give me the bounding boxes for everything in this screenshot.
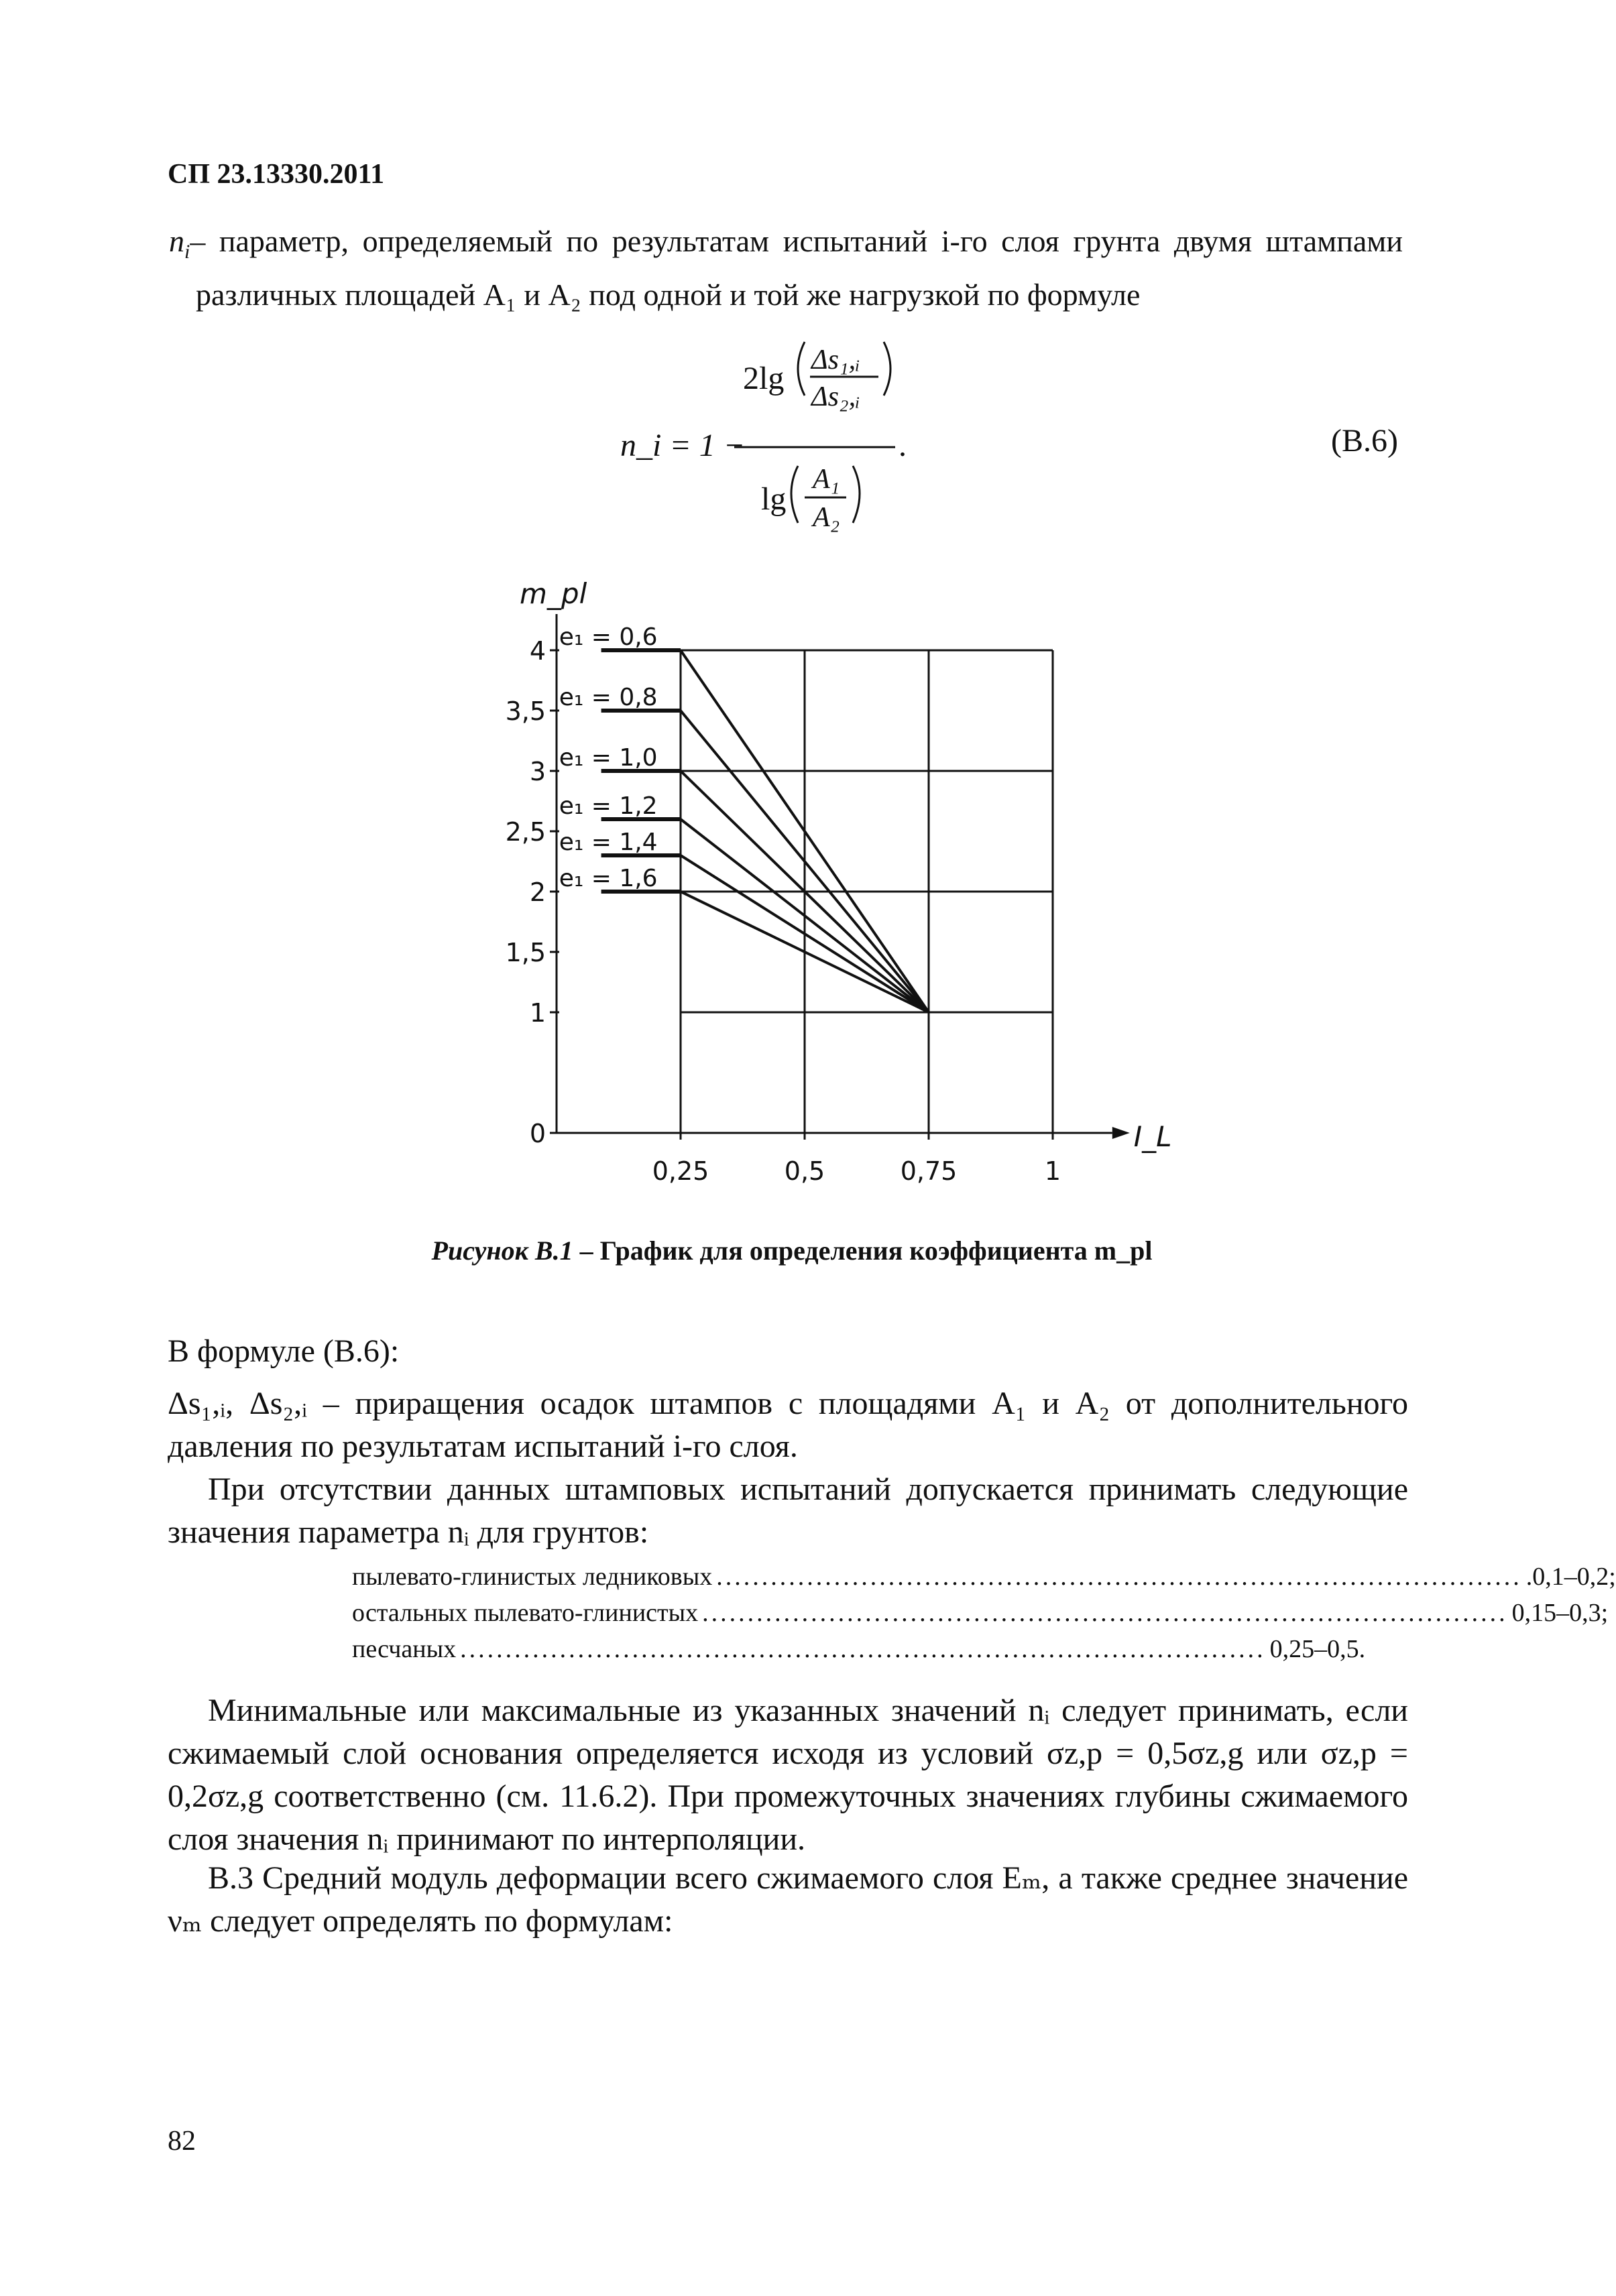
document-header: СП 23.13330.2011	[168, 159, 385, 190]
paragraph-formula-intro: В формуле (В.6):	[168, 1333, 400, 1369]
paragraph-min-max: Минимальные или максимальные из указанных значений nᵢ следует принимать, если сжимаемый слой основания определяется исходя из условий σz,p = 0,5σz,g или σz,p = 0,2σz,g соответственно (см. 11.6.2). При промежуточных значениях глубины сжимаемого слоя значения nᵢ принимают по интерполяции.	[168, 1693, 1408, 1857]
formula-a2: A₂	[813, 502, 840, 533]
formula-num-coef: 2lg	[743, 361, 785, 396]
formula-ds2: Δs₂,ᵢ	[811, 381, 860, 412]
formula-a1: A₁	[813, 464, 840, 495]
list-item-label: песчаных	[352, 1635, 457, 1663]
x-axis-arrow	[1112, 1127, 1130, 1139]
list-item	[352, 1595, 1609, 1631]
caption-label: Рисунок В.1	[431, 1235, 573, 1266]
list-item-label: остальных пылевато-глинистых	[352, 1599, 699, 1627]
y-tick-label: 1	[529, 998, 546, 1028]
ni-values-list	[352, 1559, 1616, 1667]
list-item-label: пылевато-глинистых ледниковых	[352, 1563, 713, 1591]
x-axis-label: I_L	[1133, 1120, 1172, 1153]
ni-symbol: n	[169, 224, 184, 258]
list-item-value: 0,25–0,5.	[1269, 1635, 1366, 1663]
series-label: e₁ = 1,4	[559, 829, 658, 856]
y-tick-label: 4	[529, 636, 546, 666]
paragraph-default-values: При отсутствии данных штамповых испытаний допускается принимать следующие значения параметра nᵢ для грунтов:	[168, 1471, 1408, 1550]
y-tick-label: 2,5	[505, 817, 546, 847]
leader-dots: .........................................................................................	[702, 1599, 1508, 1627]
y-tick-label: 1,5	[505, 938, 546, 967]
formula-period: .	[899, 428, 907, 463]
list-item	[352, 1559, 1616, 1595]
list-item	[352, 1631, 1366, 1667]
caption-text: – График для определения коэффициента m_pl	[579, 1235, 1153, 1266]
y-tick-label: 2	[529, 878, 546, 907]
page-number: 82	[168, 2126, 196, 2157]
y-axis-label: m_pl	[520, 577, 587, 610]
y-tick-label: 3	[529, 757, 546, 786]
list-item-value: 0,15–0,3;	[1511, 1599, 1609, 1627]
formula-number: (В.6)	[1331, 423, 1398, 459]
series-label: e₁ = 1,6	[559, 865, 658, 892]
y-tick-label: 0	[529, 1119, 546, 1148]
mpl-chart	[469, 577, 1172, 1207]
formula-ds1: Δs₁,ᵢ	[811, 345, 860, 375]
x-tick-label: 0,25	[652, 1156, 709, 1186]
formula-lhs: n_i = 1 −	[620, 428, 746, 463]
formula-den-coef: lg	[761, 481, 787, 517]
series-label: e₁ = 0,6	[559, 623, 658, 651]
paragraph-ni-definition	[169, 220, 1403, 316]
figure-caption	[0, 1235, 1584, 1266]
series-label: e₁ = 0,8	[559, 684, 658, 711]
x-tick-label: 0,75	[900, 1156, 958, 1186]
series-label: e₁ = 1,0	[559, 744, 658, 772]
leader-dots: .........................................................................................	[716, 1563, 1522, 1591]
y-tick-label: 3,5	[505, 697, 546, 726]
leader-dots: .........................................................................................	[460, 1635, 1266, 1663]
series-label: e₁ = 1,2	[559, 792, 658, 820]
list-item-value: .0,1–0,2;	[1525, 1563, 1616, 1591]
paragraph-delta-s-definition: Δs₁,ᵢ, Δs₂,ᵢ – приращения осадок штампов с площадями A₁ и A₂ от дополнительного давления по результатам испытаний i-го слоя.	[168, 1386, 1408, 1464]
x-tick-label: 1	[1044, 1156, 1061, 1186]
paragraph-b3: В.3 Средний модуль деформации всего сжимаемого слоя Eₘ, а также среднее значение νₘ следует определять по формулам:	[168, 1860, 1408, 1939]
ni-definition-text: – параметр, определяемый по результатам испытаний i-го слоя грунта двумя штампами различных площадей A₁ и A₂ под одной и той же нагрузкой по формуле	[190, 224, 1403, 312]
ni-subscript: i	[184, 241, 190, 263]
x-tick-label: 0,5	[784, 1156, 825, 1186]
